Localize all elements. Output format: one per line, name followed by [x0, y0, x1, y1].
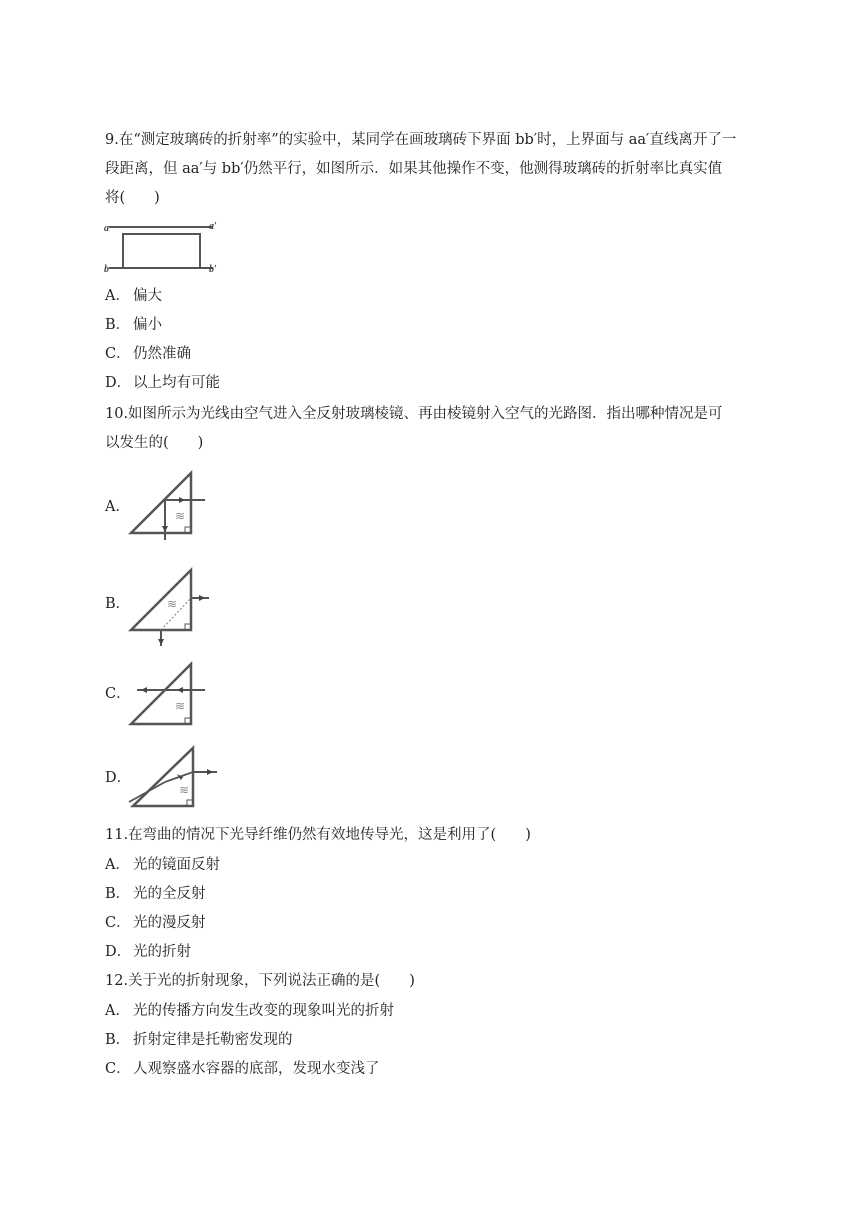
label-b: b — [104, 264, 109, 275]
q12-option-c: C． 人观察盛水容器的底部，发现水变浅了 — [105, 1061, 380, 1077]
q10-prism-figure-c — [125, 660, 210, 728]
q11-option-b: B． 光的全反射 — [105, 886, 206, 902]
q10-option-c-label: C． — [105, 686, 131, 702]
svg-text:≋: ≋ — [179, 783, 190, 797]
q10-stem-line1: 10.如图所示为光线由空气进入全反射玻璃棱镜、再由棱镜射入空气的光路图．指出哪种情况是可 — [105, 406, 723, 422]
q11-option-c: C． 光的漫反射 — [105, 915, 206, 931]
q10-option-d-label: D． — [105, 770, 132, 786]
q9-option-c: C． 仍然准确 — [105, 346, 191, 362]
q12-option-b: B． 折射定律是托勒密发现的 — [105, 1032, 293, 1048]
q10-option-b-label: B． — [105, 596, 131, 612]
q11-option-d: D． 光的折射 — [105, 944, 191, 960]
q11-option-a: A． 光的镜面反射 — [105, 857, 220, 873]
q9-stem-line1: 9.在“测定玻璃砖的折射率”的实验中，某同学在画玻璃砖下界面 bb′时，上界面与 aa′直线离开了一 — [105, 132, 737, 148]
q9-stem-line3: 将( ) — [105, 190, 160, 206]
q10-prism-figure-d — [125, 744, 225, 814]
q9-option-b: B． 偏小 — [105, 317, 162, 333]
q9-option-a: A． 偏大 — [105, 288, 162, 304]
q12-stem: 12.关于光的折射现象，下列说法正确的是( ) — [105, 973, 415, 989]
q12-option-a: A． 光的传播方向发生改变的现象叫光的折射 — [105, 1003, 394, 1019]
svg-text:≋: ≋ — [167, 597, 178, 611]
q9-option-d: D． 以上均有可能 — [105, 375, 220, 391]
q10-stem-line2: 以发生的( ) — [105, 435, 204, 451]
label-a: a — [104, 223, 109, 234]
q9-glass-brick-figure — [103, 218, 228, 276]
svg-text:≋: ≋ — [175, 699, 186, 713]
q10-prism-figure-a — [125, 468, 215, 540]
q9-stem-line2: 段距离，但 aa′与 bb′仍然平行，如图所示．如果其他操作不变，他测得玻璃砖的折射率比真实值 — [105, 161, 723, 177]
q11-stem: 11.在弯曲的情况下光导纤维仍然有效地传导光，这是利用了( ) — [105, 827, 531, 843]
q10-prism-figure-b — [125, 566, 220, 650]
label-a-prime: a′ — [209, 221, 217, 232]
q10-option-a-label: A． — [105, 499, 130, 515]
svg-text:≋: ≋ — [175, 509, 186, 523]
label-b-prime: b′ — [209, 264, 217, 275]
